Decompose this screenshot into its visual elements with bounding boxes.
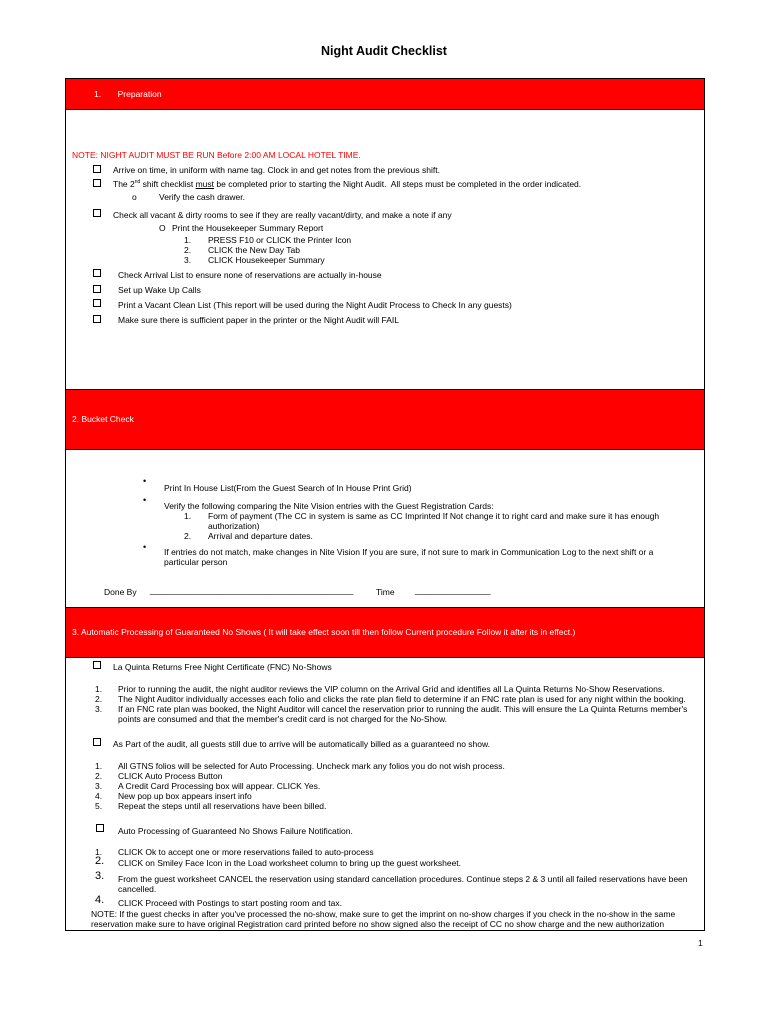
time-field[interactable]: ________________ xyxy=(415,585,491,595)
item-2nd-shift-pre: The 2 xyxy=(113,179,135,189)
bullet: • xyxy=(143,542,147,552)
failure-step-num: 4. xyxy=(95,894,105,906)
checkbox-fnc[interactable] xyxy=(93,661,101,669)
hk-step-num: 2. xyxy=(184,245,192,255)
fnc-step-num: 2. xyxy=(95,694,103,704)
auto-step-num: 4. xyxy=(95,791,103,801)
final-note-line-1: NOTE: If the guest checks in after you've processed the no-show, make sure to get the imprint on no-show charges if you check in the no-show in the same xyxy=(91,909,676,919)
page-number: 1 xyxy=(698,938,703,948)
checkbox-vacant-clean[interactable] xyxy=(93,299,101,307)
fnc-step-num: 3. xyxy=(95,704,103,714)
audit-deadline-note: NOTE: NIGHT AUDIT MUST BE RUN Before 2:00 AM LOCAL HOTEL TIME. xyxy=(72,150,361,160)
fnc-step-text: The Night Auditor individually accesses each folio and clicks the rate plan field to determine if an FNC rate plan is used for any night within the booking. xyxy=(118,694,686,704)
auto-step-num: 5. xyxy=(95,801,103,811)
auto-step-num: 1. xyxy=(95,761,103,771)
bullet: • xyxy=(143,495,147,505)
checkbox-2nd-shift[interactable] xyxy=(93,179,101,187)
hk-step-text: CLICK the New Day Tab xyxy=(208,245,300,255)
sub-bullet-marker: o xyxy=(132,192,137,202)
divider xyxy=(66,109,704,110)
item-vacant-clean: Print a Vacant Clean List (This report will be used during the Night Audit Process to Check In any guests) xyxy=(118,300,512,310)
item-2nd-shift xyxy=(113,179,581,189)
hk-step-text: CLICK Housekeeper Summary xyxy=(208,255,325,265)
failure-step-text: From the guest worksheet CANCEL the reservation using standard cancellation procedures. Continue steps 2 & 3 until all failed reservations have been cancelled. xyxy=(118,874,688,895)
hk-step-text: PRESS F10 or CLICK the Printer Icon xyxy=(208,235,352,245)
item-cash-drawer: Verify the cash drawer. xyxy=(159,192,245,202)
auto-step-text: All GTNS folios will be selected for Auto Processing. Uncheck mark any folios you do not wish process. xyxy=(118,761,505,771)
fnc-step-text: If an FNC rate plan was booked, the Night Auditor will cancel the reservation prior to running the audit. This will ensure the La Quinta Returns member's points are consumed and that the member's credit card is not charged for the No-Show. xyxy=(118,704,688,725)
fnc-title: La Quinta Returns Free Night Certificate (FNC) No-Shows xyxy=(113,662,332,672)
done-by-label: Done By xyxy=(104,587,137,597)
item-2nd-shift-post: be completed prior to starting the Night Audit. All steps must be completed in the order indicated. xyxy=(214,179,582,189)
item-wake-up: Set up Wake Up Calls xyxy=(118,285,201,295)
bucket-in-house-list: Print In House List(From the Guest Search of In House Print Grid) xyxy=(164,483,412,493)
checkbox-wake-up[interactable] xyxy=(93,285,101,293)
hk-step-num: 1. xyxy=(184,235,192,245)
checkbox-arrival-list[interactable] xyxy=(93,269,101,277)
housekeeper-report: Print the Housekeeper Summary Report xyxy=(172,223,324,233)
auto-step-text: A Credit Card Processing box will appear. CLICK Yes. xyxy=(118,781,321,791)
bucket-verify: Verify the following comparing the Nite Vision entries with the Guest Registration Cards: xyxy=(164,501,494,511)
checkbox-failure[interactable] xyxy=(96,824,104,832)
auto-bill-title: As Part of the audit, all guests still due to arrive will be automatically billed as a guaranteed no show. xyxy=(113,739,491,749)
auto-step-text: Repeat the steps until all reservations have been billed. xyxy=(118,801,327,811)
bullet: • xyxy=(143,476,147,486)
checkbox-paper[interactable] xyxy=(93,315,101,323)
section-2-header: 2. Bucket Check xyxy=(66,389,704,450)
item-arrive: Arrive on time, in uniform with name tag. Clock in and get notes from the previous shift. xyxy=(113,165,440,175)
failure-title: Auto Processing of Guaranteed No Shows Failure Notification. xyxy=(118,826,353,836)
checkbox-vacant-dirty[interactable] xyxy=(93,209,101,217)
failure-step-text: CLICK Ok to accept one or more reservations failed to auto-process xyxy=(118,847,374,857)
item-vacant-dirty: Check all vacant & dirty rooms to see if they are really vacant/dirty, and make a note if any xyxy=(113,210,452,220)
verify-step-text: Arrival and departure dates. xyxy=(208,531,313,541)
item-2nd-shift-must: must xyxy=(195,179,215,189)
fnc-step-text: Prior to running the audit, the night auditor reviews the VIP column on the Arrival Grid and identifies all La Quinta Returns No-Show Reservations. xyxy=(118,684,665,694)
checkbox-auto-bill[interactable] xyxy=(93,738,101,746)
section-3-header: 3. Automatic Processing of Guaranteed No Shows ( It will take effect soon till then follow Current procedure Follow it after its in effect.) xyxy=(66,607,704,658)
fnc-step-num: 1. xyxy=(95,684,103,694)
auto-step-text: New pop up box appears insert info xyxy=(118,791,252,801)
failure-step-num: 3. xyxy=(95,870,105,882)
item-arrival-list: Check Arrival List to ensure none of reservations are actually in-house xyxy=(118,270,382,280)
checkbox-arrive[interactable] xyxy=(93,165,101,173)
failure-step-num: 1. xyxy=(95,847,103,857)
time-label: Time xyxy=(376,587,395,597)
verify-step-num: 1. xyxy=(184,511,192,521)
verify-step-text: Form of payment (The CC in system is same as CC Imprinted If Not change it to right card and make sure it has enough authorization) xyxy=(208,511,660,532)
page-title: Night Audit Checklist xyxy=(321,44,447,58)
auto-step-num: 3. xyxy=(95,781,103,791)
item-2nd-shift-sup: nd xyxy=(134,179,141,186)
checklist-table xyxy=(65,78,705,931)
housekeeper-marker: O xyxy=(159,223,166,233)
auto-step-num: 2. xyxy=(95,771,103,781)
failure-step-text: CLICK Proceed with Postings to start posting room and tax. xyxy=(118,898,342,908)
auto-step-text: CLICK Auto Process Button xyxy=(118,771,223,781)
hk-step-num: 3. xyxy=(184,255,192,265)
failure-step-num: 2. xyxy=(95,855,105,867)
bucket-mismatch: If entries do not match, make changes in Nite Vision If you are sure, if not sure to mark in Communication Log to the next shift or a particular person xyxy=(164,547,654,568)
failure-step-text: CLICK on Smiley Face Icon in the Load worksheet column to bring up the guest worksheet. xyxy=(118,858,462,868)
verify-step-num: 2. xyxy=(184,531,192,541)
final-note-line-2: reservation make sure to have original Registration card printed before no show signed also the receipt of CC no show charge and the new authorization xyxy=(91,919,665,929)
section-1-header: 1. Preparation xyxy=(66,79,704,109)
item-paper: Make sure there is sufficient paper in the printer or the Night Audit will FAIL xyxy=(118,315,399,325)
done-by-field[interactable]: ___________________________________________ xyxy=(150,585,354,595)
item-2nd-shift-mid: shift checklist xyxy=(140,179,196,189)
